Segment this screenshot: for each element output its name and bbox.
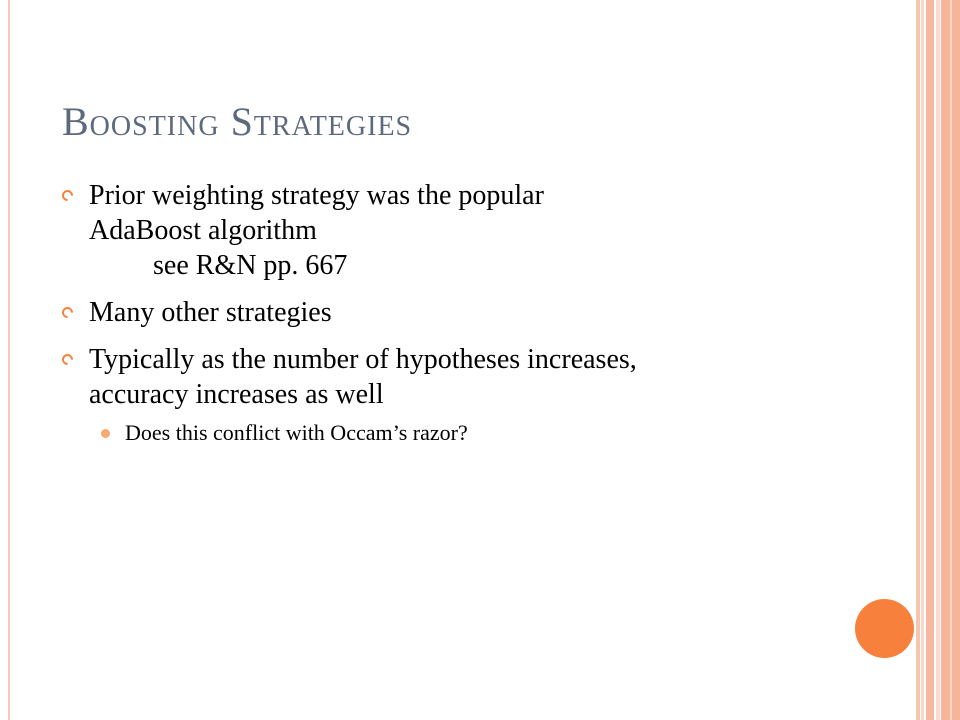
- bullet-text: AdaBoost algorithm: [89, 215, 317, 246]
- sub-bullet-icon: [101, 429, 110, 438]
- bullet-text: Prior weighting strategy was the popular: [89, 180, 544, 211]
- right-decorative-stripe: [916, 0, 920, 720]
- bullet-text: Typically as the number of hypotheses increases,: [89, 344, 637, 375]
- sub-bullet-text: Does this conflict with Occam’s razor?: [125, 420, 468, 445]
- right-decorative-stripe: [926, 0, 934, 720]
- bullet-text: accuracy increases as well: [89, 379, 384, 410]
- bullet-text: Many other strategies: [89, 297, 332, 328]
- left-border-line: [8, 0, 10, 720]
- slide-title: Boosting Strategies: [62, 99, 413, 144]
- right-decorative-stripe: [921, 0, 924, 720]
- bullet-item: [62, 178, 892, 283]
- right-decorative-stripe: [950, 0, 952, 720]
- bullet-reference: see R&N pp. 667: [153, 250, 348, 281]
- decorative-circle: [855, 599, 914, 658]
- bullet-item: [62, 295, 892, 330]
- bullet-icon: [60, 305, 76, 321]
- bullet-icon: [60, 352, 76, 368]
- sub-bullet-item: [62, 418, 892, 448]
- right-decorative-stripe: [936, 0, 940, 720]
- slide-body: [62, 178, 892, 448]
- bullet-item: [62, 342, 892, 412]
- bullet-icon: [60, 188, 76, 204]
